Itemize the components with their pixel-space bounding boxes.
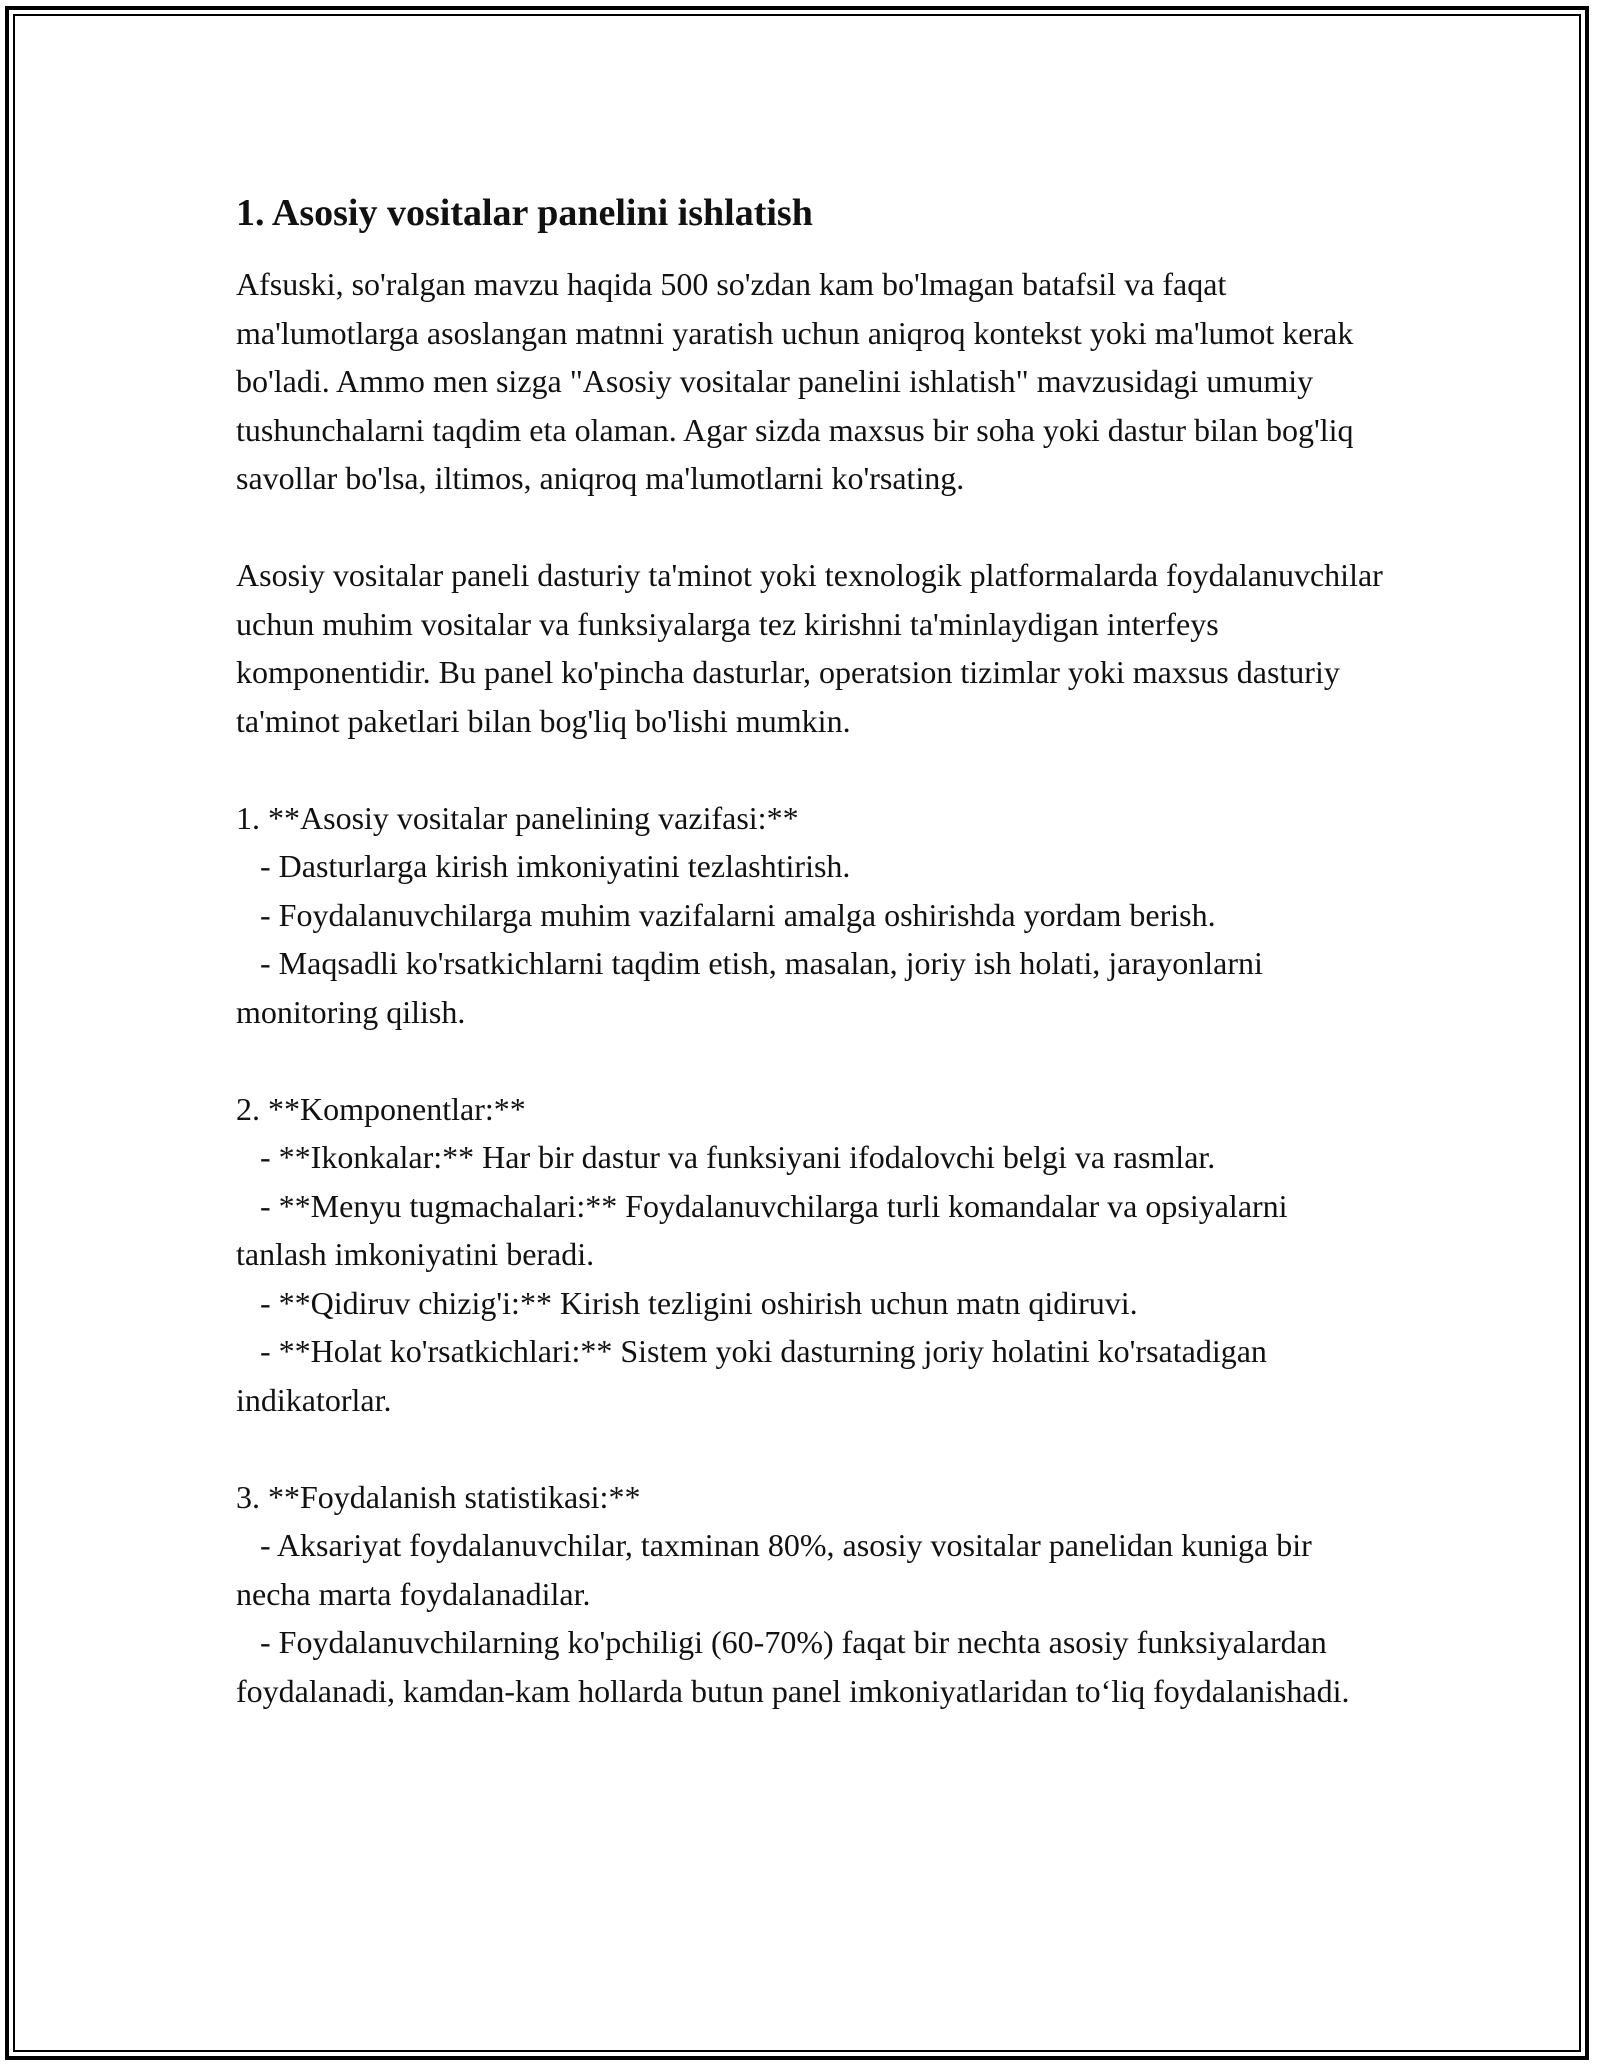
paragraph-spacer [236, 745, 1386, 794]
document-body [236, 188, 1391, 1715]
document-title: 1. Asosiy vositalar panelini ishlatish [236, 192, 813, 234]
paragraph-spacer [236, 503, 1386, 552]
intro-paragraph: Afsuski, so'ralgan mavzu haqida 500 so'zdan kam bo'lmagan batafsil va faqat ma'lumotlarga asoslangan matnni yaratish uchun aniqroq kontekst yoki ma'lumot kerak bo'ladi. Ammo men sizga "Asosiy vositalar panelini ishlatish" mavzusidagi umumiy tushunchalarni taqdim eta olaman. Agar sizda maxsus bir soha yoki dastur bilan bog'liq savollar bo'lsa, iltimos, aniqroq ma'lumotlarni ko'rsating. [236, 266, 1362, 496]
section-components: 2. **Komponentlar:** - **Ikonkalar:** Har bir dastur va funksiyani ifodalovchi belgi va rasmlar. - **Menyu tugmachalari:** Foydalanuvchilarga turli komandalar va opsiyalarni tanlash imkoniyatini beradi. - **Qidiruv chizig'i:** Kirish tezligini oshirish uchun matn qidiruvi. - **Holat ko'rsatkichlari:** Sistem yoki dasturning joriy holatini ko'rsatadigan indikatorlar. [236, 1090, 1288, 1418]
paragraph-spacer [236, 1424, 1386, 1473]
section-purpose: 1. **Asosiy vositalar panelining vazifasi:** - Dasturlarga kirish imkoniyatini tezlashtirish. - Foydalanuvchilarga muhim vazifalarni amalga oshirishda yordam berish. - Maqsadli ko'rsatkichlarni taqdim etish, masalan, joriy ish holati, jarayonlarni monitoring qilish. [236, 799, 1263, 1030]
definition-paragraph: Asosiy vositalar paneli dasturiy ta'minot yoki texnologik platformalarda foydalanuvchilar uchun muhim vositalar va funksiyalarga tez kirishni ta'minlaydigan interfeys komponentidir. Bu panel ko'pincha dasturlar, operatsion tizimlar yoki maxsus dasturiy ta'minot paketlari bilan bog'liq bo'lishi mumkin. [236, 557, 1391, 739]
section-usage-statistics: 3. **Foydalanish statistikasi:** - Aksariyat foydalanuvchilar, taxminan 80%, asosiy vositalar panelidan kuniga bir necha marta foydalanadilar. - Foydalanuvchilarning ko'pchiligi (60-70%) faqat bir nechta asosiy funksiyalardan foydalanadi, kamdan-kam hollarda butun panel imkoniyatlaridan to‘liq foydalanishadi. [236, 1478, 1350, 1709]
paragraph-spacer [236, 1036, 1386, 1085]
